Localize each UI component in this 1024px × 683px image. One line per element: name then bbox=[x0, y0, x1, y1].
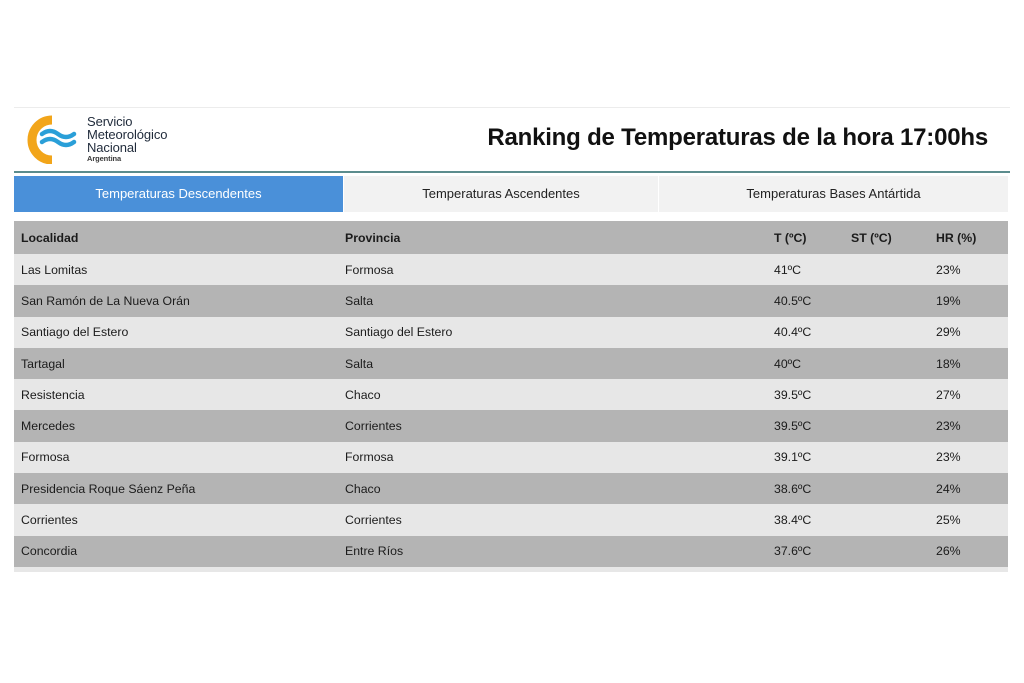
table-footer-strip bbox=[14, 567, 1008, 572]
cell-temperatura: 38.6ºC bbox=[767, 473, 844, 504]
cell-localidad: Corrientes bbox=[14, 504, 338, 535]
cell-temperatura: 40ºC bbox=[767, 348, 844, 379]
cell-localidad: Las Lomitas bbox=[14, 254, 338, 285]
ranking-table bbox=[14, 221, 1008, 567]
cell-humedad: 24% bbox=[929, 473, 1008, 504]
cell-sensacion-termica bbox=[844, 410, 929, 441]
brand-line-1: Servicio bbox=[87, 114, 133, 129]
brand-line-2: Meteorológico bbox=[87, 127, 168, 142]
tab-bar bbox=[14, 176, 1008, 212]
cell-provincia: Chaco bbox=[338, 379, 767, 410]
cell-temperatura: 39.5ºC bbox=[767, 379, 844, 410]
cell-humedad: 23% bbox=[929, 410, 1008, 441]
page-title: Ranking de Temperaturas de la hora 17:00hs bbox=[487, 124, 988, 151]
cell-provincia: Entre Ríos bbox=[338, 536, 767, 567]
col-humedad[interactable]: HR (%) bbox=[929, 221, 1008, 254]
smn-logo[interactable] bbox=[22, 112, 192, 164]
cell-humedad: 19% bbox=[929, 285, 1008, 316]
cell-sensacion-termica bbox=[844, 285, 929, 316]
cell-localidad: Santiago del Estero bbox=[14, 317, 338, 348]
cell-localidad: Resistencia bbox=[14, 379, 338, 410]
page-header bbox=[14, 108, 1010, 172]
cell-localidad: Mercedes bbox=[14, 410, 338, 441]
table-header-row bbox=[14, 221, 1008, 254]
tab-temperaturas-bases-antartida[interactable]: Temperaturas Bases Antártida bbox=[746, 186, 921, 201]
cell-sensacion-termica bbox=[844, 504, 929, 535]
cell-sensacion-termica bbox=[844, 348, 929, 379]
cell-humedad: 18% bbox=[929, 348, 1008, 379]
table-row bbox=[14, 285, 1008, 316]
col-provincia[interactable]: Provincia bbox=[338, 221, 767, 254]
smn-logo-icon bbox=[22, 112, 82, 164]
cell-sensacion-termica bbox=[844, 536, 929, 567]
tab-temperaturas-ascendentes[interactable]: Temperaturas Ascendentes bbox=[422, 186, 580, 201]
cell-sensacion-termica bbox=[844, 317, 929, 348]
cell-provincia: Salta bbox=[338, 348, 767, 379]
tab-temperaturas-descendentes[interactable]: Temperaturas Descendentes bbox=[14, 176, 343, 212]
brand-text bbox=[87, 115, 167, 164]
cell-humedad: 29% bbox=[929, 317, 1008, 348]
table-row bbox=[14, 473, 1008, 504]
cell-localidad: San Ramón de La Nueva Orán bbox=[14, 285, 338, 316]
cell-temperatura: 37.6ºC bbox=[767, 536, 844, 567]
header-divider bbox=[14, 171, 1010, 173]
table-row bbox=[14, 536, 1008, 567]
cell-localidad: Tartagal bbox=[14, 348, 338, 379]
table-row bbox=[14, 504, 1008, 535]
cell-humedad: 26% bbox=[929, 536, 1008, 567]
cell-provincia: Santiago del Estero bbox=[338, 317, 767, 348]
cell-temperatura: 39.1ºC bbox=[767, 442, 844, 473]
cell-localidad: Formosa bbox=[14, 442, 338, 473]
cell-localidad: Concordia bbox=[14, 536, 338, 567]
col-localidad[interactable]: Localidad bbox=[14, 221, 338, 254]
cell-provincia: Chaco bbox=[338, 473, 767, 504]
brand-line-3: Nacional bbox=[87, 140, 137, 155]
cell-humedad: 23% bbox=[929, 442, 1008, 473]
table-row bbox=[14, 379, 1008, 410]
cell-temperatura: 40.5ºC bbox=[767, 285, 844, 316]
cell-humedad: 25% bbox=[929, 504, 1008, 535]
cell-temperatura: 38.4ºC bbox=[767, 504, 844, 535]
cell-sensacion-termica bbox=[844, 254, 929, 285]
table-row bbox=[14, 317, 1008, 348]
table-row bbox=[14, 254, 1008, 285]
table-row bbox=[14, 410, 1008, 441]
cell-localidad: Presidencia Roque Sáenz Peña bbox=[14, 473, 338, 504]
cell-sensacion-termica bbox=[844, 442, 929, 473]
cell-provincia: Formosa bbox=[338, 442, 767, 473]
cell-temperatura: 39.5ºC bbox=[767, 410, 844, 441]
cell-provincia: Corrientes bbox=[338, 410, 767, 441]
cell-sensacion-termica bbox=[844, 379, 929, 410]
cell-humedad: 27% bbox=[929, 379, 1008, 410]
cell-sensacion-termica bbox=[844, 473, 929, 504]
col-sensacion-termica[interactable]: ST (ºC) bbox=[844, 221, 929, 254]
cell-temperatura: 41ºC bbox=[767, 254, 844, 285]
table-row bbox=[14, 442, 1008, 473]
cell-provincia: Formosa bbox=[338, 254, 767, 285]
cell-provincia: Corrientes bbox=[338, 504, 767, 535]
col-temperatura[interactable]: T (ºC) bbox=[767, 221, 844, 254]
cell-provincia: Salta bbox=[338, 285, 767, 316]
brand-line-4: Argentina bbox=[87, 154, 122, 163]
table-row bbox=[14, 348, 1008, 379]
cell-humedad: 23% bbox=[929, 254, 1008, 285]
cell-temperatura: 40.4ºC bbox=[767, 317, 844, 348]
